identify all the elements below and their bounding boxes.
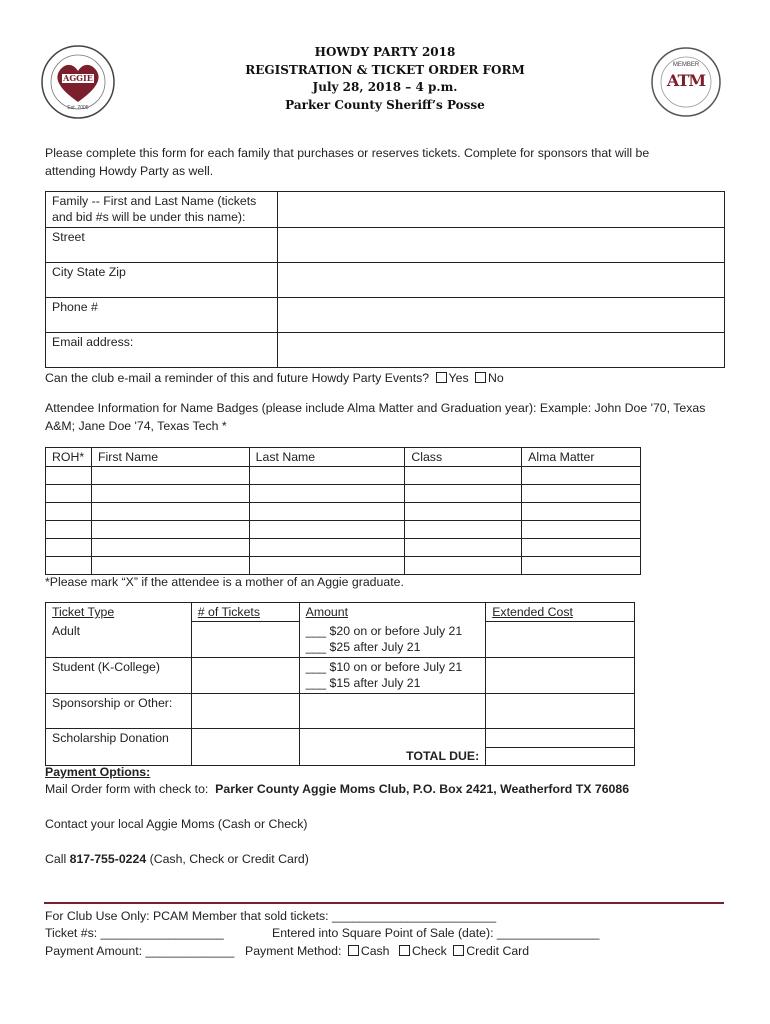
- scholarship-label: Scholarship Donation: [46, 729, 192, 748]
- total-due-label: TOTAL DUE:: [299, 747, 486, 766]
- ticket-numbers-line: Ticket #s: __________________: [45, 926, 224, 940]
- col-roh: ROH*: [46, 448, 92, 467]
- adult-tickets-field[interactable]: [191, 622, 299, 658]
- col-num-tickets: # of Tickets: [191, 603, 299, 622]
- left-logo-text: AGGIE: [63, 73, 93, 83]
- col-extended-cost: Extended Cost: [486, 603, 635, 622]
- payment-method-line: [245, 943, 529, 961]
- class-cell[interactable]: [405, 521, 522, 539]
- phone-label: Phone #: [46, 298, 278, 333]
- mail-order-address: Parker County Aggie Moms Club, P.O. Box 2421, Weatherford TX 76086: [215, 782, 630, 796]
- table-row: [46, 485, 641, 503]
- alma-matter-cell[interactable]: [522, 557, 641, 575]
- col-amount: Amount: [299, 603, 486, 622]
- student-label: Student (K-College): [46, 658, 192, 694]
- yes-label: Yes: [448, 371, 469, 385]
- check-checkbox[interactable]: [399, 945, 410, 956]
- last-name-cell[interactable]: [249, 557, 405, 575]
- class-cell[interactable]: [405, 557, 522, 575]
- col-class: Class: [405, 448, 522, 467]
- student-tickets-field[interactable]: [191, 658, 299, 694]
- scholarship-amount-field[interactable]: [299, 729, 486, 748]
- phone-field[interactable]: [277, 298, 724, 333]
- check-label: Check: [411, 944, 447, 958]
- first-name-cell[interactable]: [91, 539, 249, 557]
- mail-order-line: [45, 781, 629, 799]
- scholarship-tickets-field[interactable]: [191, 729, 299, 748]
- roh-cell[interactable]: [46, 467, 92, 485]
- alma-matter-cell[interactable]: [522, 467, 641, 485]
- street-field[interactable]: [277, 228, 724, 263]
- student-cost-field[interactable]: [486, 658, 635, 694]
- student-amount: [299, 658, 486, 694]
- family-name-label: Family -- First and Last Name (tickets and bid #s will be under this name):: [46, 192, 278, 228]
- table-row: [46, 467, 641, 485]
- class-cell[interactable]: [405, 467, 522, 485]
- call-suffix: (Cash, Check or Credit Card): [146, 852, 309, 866]
- scholarship-cost-field[interactable]: [486, 729, 635, 748]
- adult-amount: [299, 622, 486, 658]
- roh-cell[interactable]: [46, 485, 92, 503]
- student-amount-late: ___ $15 after July 21: [305, 676, 421, 690]
- header-subtitle: REGISTRATION & TICKET ORDER FORM: [245, 62, 525, 77]
- roh-cell[interactable]: [46, 557, 92, 575]
- student-amount-early: ___ $10 on or before July 21: [305, 660, 463, 674]
- no-checkbox[interactable]: [475, 372, 486, 383]
- last-name-cell[interactable]: [249, 503, 405, 521]
- col-alma-matter: Alma Matter: [522, 448, 641, 467]
- class-cell[interactable]: [405, 485, 522, 503]
- adult-amount-early: ___ $20 on or before July 21: [305, 623, 463, 638]
- call-number: 817-755-0224: [69, 852, 147, 866]
- alma-matter-cell[interactable]: [522, 503, 641, 521]
- sponsorship-cost-field[interactable]: [486, 694, 635, 729]
- class-cell[interactable]: [405, 539, 522, 557]
- email-field[interactable]: [277, 333, 724, 368]
- total-spacer: [46, 747, 192, 766]
- payment-amount-line: Payment Amount: _____________: [45, 944, 235, 958]
- table-row: [46, 521, 641, 539]
- adult-cost-field[interactable]: [486, 622, 635, 658]
- last-name-cell[interactable]: [249, 467, 405, 485]
- last-name-cell[interactable]: [249, 485, 405, 503]
- adult-amount-late: ___ $25 after July 21: [305, 639, 421, 654]
- yes-checkbox[interactable]: [436, 372, 447, 383]
- attendee-table: [45, 447, 641, 575]
- col-last-name: Last Name: [249, 448, 405, 467]
- no-label: No: [488, 371, 504, 385]
- contact-line: Contact your local Aggie Moms (Cash or Check): [45, 817, 308, 831]
- club-use-line: For Club Use Only: PCAM Member that sold tickets: ________________________: [45, 909, 497, 923]
- left-logo-est: Est. 2005: [67, 105, 89, 111]
- alma-matter-cell[interactable]: [522, 539, 641, 557]
- total-spacer: [191, 747, 299, 766]
- cash-label: Cash: [360, 944, 390, 958]
- call-line: [45, 851, 309, 869]
- first-name-cell[interactable]: [91, 557, 249, 575]
- right-logo-mark: ATM: [666, 71, 706, 90]
- right-logo-member: MEMBER: [672, 62, 700, 68]
- cash-checkbox[interactable]: [348, 945, 359, 956]
- header-date: July 28, 2018 – 4 p.m.: [312, 80, 458, 94]
- mother-note: *Please mark “X” if the attendee is a mother of an Aggie graduate.: [45, 575, 404, 589]
- city-state-zip-field[interactable]: [277, 263, 724, 298]
- alma-matter-cell[interactable]: [522, 485, 641, 503]
- ticket-order-table: [45, 602, 635, 766]
- header-title: HOWDY PARTY 2018: [314, 45, 456, 59]
- class-cell[interactable]: [405, 503, 522, 521]
- square-entry-line: Entered into Square Point of Sale (date): _______________: [272, 926, 600, 940]
- sponsorship-tickets-field[interactable]: [191, 694, 299, 729]
- email-question-text: Can the club e-mail a reminder of this and future Howdy Party Events?: [45, 371, 430, 385]
- street-label: Street: [46, 228, 278, 263]
- payment-options-heading: Payment Options:: [45, 765, 151, 779]
- roh-cell[interactable]: [46, 521, 92, 539]
- email-label: Email address:: [46, 333, 278, 368]
- table-row: [46, 503, 641, 521]
- roh-cell[interactable]: [46, 503, 92, 521]
- table-row: [46, 557, 641, 575]
- alma-matter-cell[interactable]: [522, 521, 641, 539]
- payment-method-label: Payment Method:: [245, 944, 342, 958]
- credit-card-label: Credit Card: [466, 944, 530, 958]
- roh-cell[interactable]: [46, 539, 92, 557]
- email-reminder-question: [45, 370, 504, 388]
- first-name-cell[interactable]: [91, 467, 249, 485]
- adult-label: Adult: [46, 622, 192, 658]
- credit-card-checkbox[interactable]: [453, 945, 464, 956]
- city-state-zip-label: City State Zip: [46, 263, 278, 298]
- first-name-cell[interactable]: [91, 521, 249, 539]
- mail-order-prefix: Mail Order form with check to:: [45, 782, 216, 796]
- attendee-intro: Attendee Information for Name Badges (please include Alma Matter and Graduation year): Example: John Doe '70, Texas A&M; Jane Doe '74, Texas Tech *: [45, 401, 706, 433]
- divider: [44, 902, 724, 904]
- call-prefix: Call: [45, 852, 70, 866]
- header-location: Parker County Sheriff’s Posse: [285, 97, 485, 112]
- intro-text: Please complete this form for each family that purchases or reserves tickets. Complete for sponsors that will be attending Howdy Party as well.: [45, 146, 650, 178]
- family-name-field[interactable]: [277, 192, 724, 228]
- last-name-cell[interactable]: [249, 539, 405, 557]
- table-row: [46, 539, 641, 557]
- first-name-cell[interactable]: [91, 503, 249, 521]
- col-first-name: First Name: [91, 448, 249, 467]
- total-due-field[interactable]: [486, 747, 635, 766]
- first-name-cell[interactable]: [91, 485, 249, 503]
- family-info-table: [45, 191, 725, 368]
- form-header: [0, 44, 770, 114]
- sponsorship-label: Sponsorship or Other:: [46, 694, 192, 729]
- col-ticket-type: Ticket Type: [46, 603, 192, 622]
- sponsorship-amount-field[interactable]: [299, 694, 486, 729]
- last-name-cell[interactable]: [249, 521, 405, 539]
